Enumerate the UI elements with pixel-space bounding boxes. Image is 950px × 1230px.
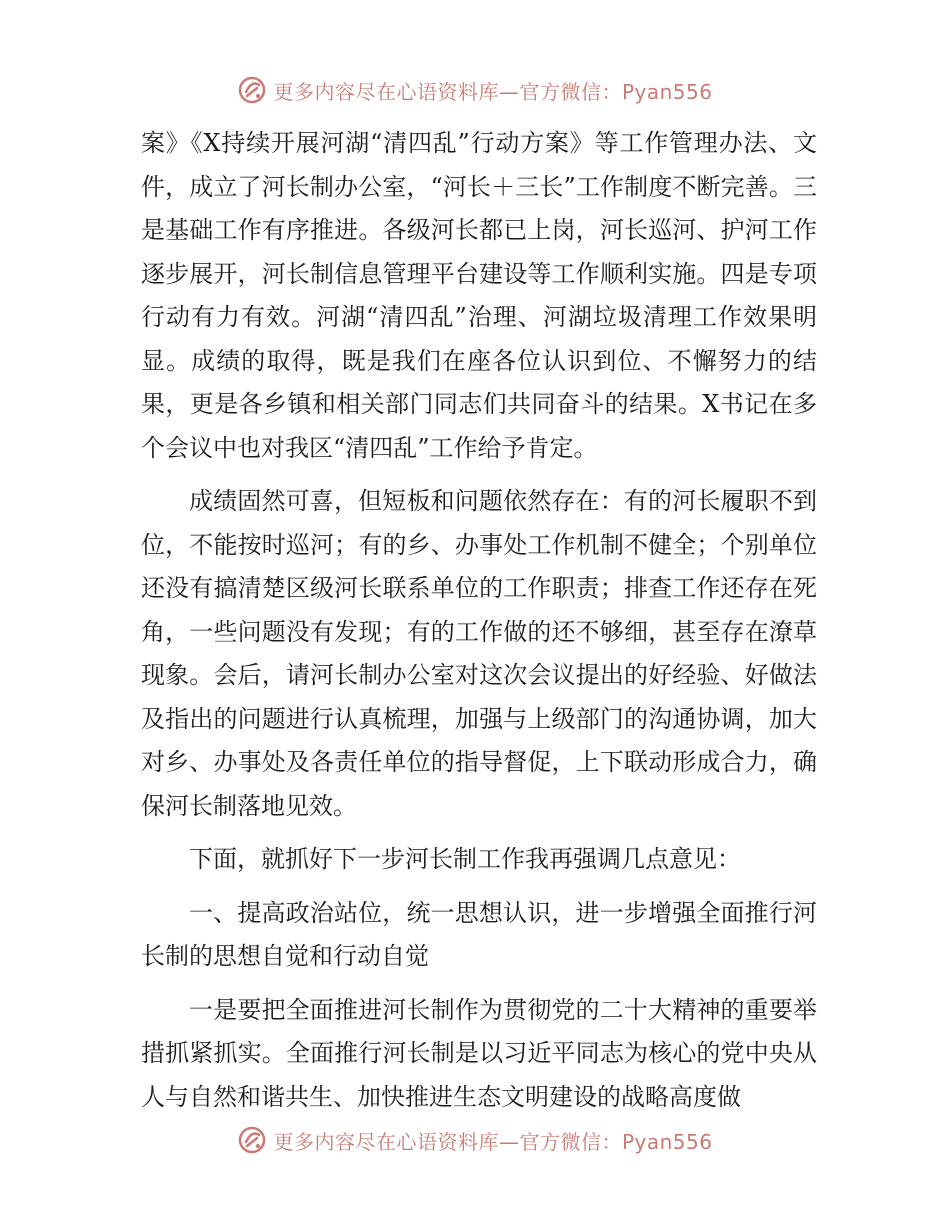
- watermark-header: [0, 70, 950, 110]
- section-heading-1: 一、提高政治站位，统一思想认识，进一步增强全面推行河长制的思想自觉和行动自觉: [141, 898, 817, 970]
- watermark-text: 更多内容尽在心语资料库—官方微信：Pyan556: [273, 79, 713, 104]
- watermark-footer: [0, 1120, 950, 1160]
- document-body: [141, 122, 817, 1129]
- watermark-logo-icon: [237, 75, 267, 105]
- watermark-logo-icon: [237, 1125, 267, 1155]
- paragraph-2: 成绩固然可喜，但短板和问题依然存在：有的河长履职不到位，不能按时巡河；有的乡、办事处工作机制不健全；个别单位还没有搞清楚区级河长联系单位的工作职责；排查工作还存在死角，一些问题没有发现；有的工作做的还不够细，甚至存在潦草现象。会后，请河长制办公室对这次会议提出的好经验、好做法及指出的问题进行认真梳理，加强与上级部门的沟通协调，加大对乡、办事处及各责任单位的指导督促，上下联动形成合力，确保河长制落地见效。: [141, 487, 817, 820]
- watermark-text: 更多内容尽在心语资料库—官方微信：Pyan556: [273, 1129, 713, 1154]
- paragraph-4: 一是要把全面推进河长制作为贯彻党的二十大精神的重要举措抓紧抓实。全面推行河长制是以习近平同志为核心的党中央从人与自然和谐共生、加快推进生态文明建设的战略高度做: [141, 995, 817, 1111]
- paragraph-1: 案》《X持续开展河湖“清四乱”行动方案》等工作管理办法、文件，成立了河长制办公室，“河长＋三长”工作制度不断完善。三是基础工作有序推进。各级河长都已上岗，河长巡河、护河工作逐步展开，河长制信息管理平台建设等工作顺利实施。四是专项行动有力有效。河湖“清四乱”治理、河湖垃圾清理工作效果明显。成绩的取得，既是我们在座各位认识到位、不懈努力的结果，更是各乡镇和相关部门同志们共同奋斗的结果。X书记在多个会议中也对我区“清四乱”工作给予肯定。: [141, 129, 817, 462]
- paragraph-3: 下面，就抓好下一步河长制工作我再强调几点意见：: [189, 845, 741, 873]
